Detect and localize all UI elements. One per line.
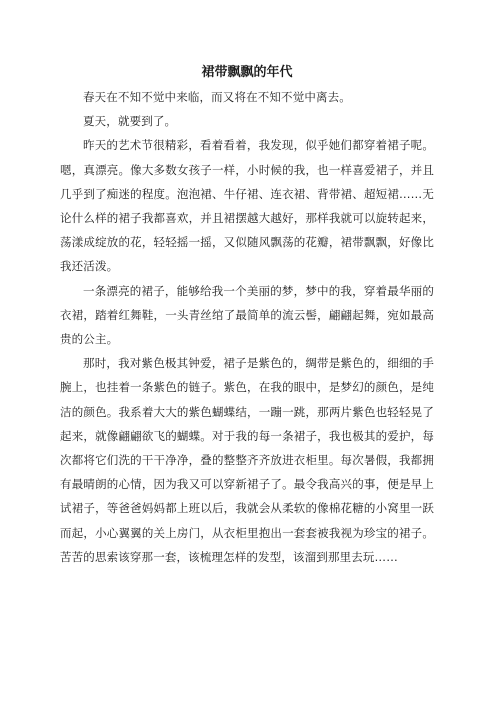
paragraph: 夏天，就要到了。 [83,114,177,129]
document-page [60,62,434,569]
paragraph: 那时，我对紫色极其钟爱，裙子是紫色的，绸带是紫色的，细细的手腕上，也挂着一条紫色的链子。紫色，在我的眼中，是梦幻的颜色，是纯洁的颜色。我系着大大的紫色蝴蝶结，一蹦一跳，那两片紫色也轻轻晃了起来，就像翩翩欲飞的蝴蝶。对于我的每一条裙子，我也极其的爱护，每次都将它们洗的干干净净，叠的整整齐齐放进衣柜里。每次暑假，我都拥有最晴朗的心情，因为我又可以穿新裙子了。最令我高兴的事，便是早上试裙子，等爸爸妈妈都上班以后，我就会从柔软的像棉花糖的小窝里一跃而起，小心翼翼的关上房门，从衣柜里抱出一套套被我视为珍宝的裙子。苦苦的思索该穿那一套，该梳理怎样的发型，该溜到那里去玩…… [60,356,434,564]
paragraph: 一条漂亮的裙子，能够给我一个美丽的梦，梦中的我，穿着最华丽的衣裙，踏着红舞鞋，一头青丝绾了最简单的流云髻，翩翩起舞，宛如最高贵的公主。 [60,283,434,347]
paragraph: 春天在不知不觉中来临，而又将在不知不觉中离去。 [83,90,351,104]
paragraph: 昨天的艺术节很精彩，看着看着，我发现，似乎她们都穿着裙子呢。嗯，真漂亮。像大多数女孩子一样，小时候的我，也一样喜爱裙子，并且几乎到了痴迷的程度。泡泡裙、牛仔裙、连衣裙、背带裙、超短裙……无论什么样的裙子我都喜欢，并且裙摆越大越好，那样我就可以旋转起来，荡漾成绽放的花，轻轻摇一摇，又似随风飘荡的花瓣，裙带飘飘，好像比我还活泼。 [60,138,434,274]
document-title: 裙带飘飘的年代 [201,65,293,80]
